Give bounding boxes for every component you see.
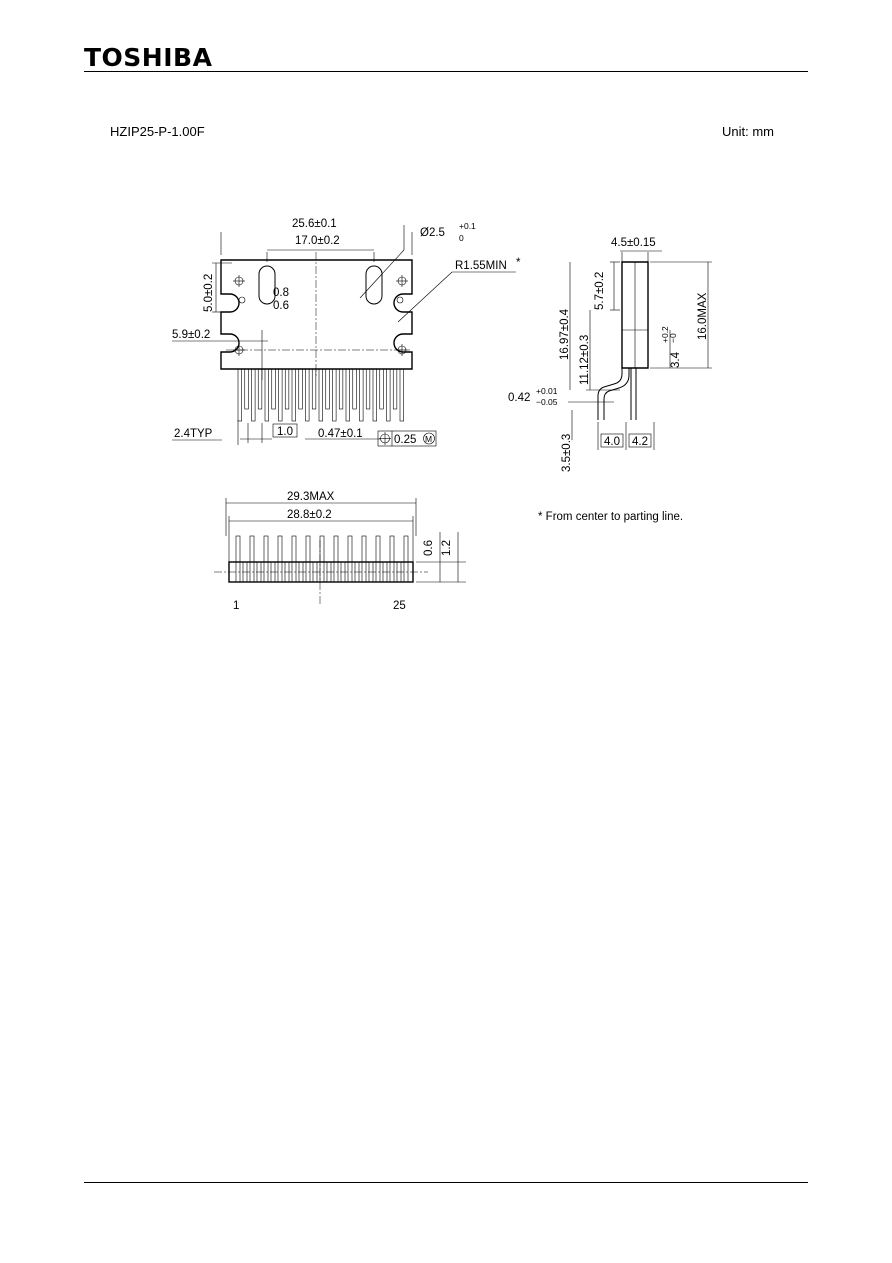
front-lead — [319, 369, 323, 421]
dim-bottom-1-2: 1.2 — [441, 540, 453, 556]
front-lead — [387, 369, 391, 421]
dim-3-4: 3.4 — [670, 352, 682, 368]
bottom-lead-long — [292, 536, 296, 582]
front-lead — [285, 369, 289, 409]
bottom-lead-long — [404, 536, 408, 582]
dim-lead-width: 0.47±0.1 — [318, 428, 363, 440]
bottom-lead-long — [390, 536, 394, 582]
dim-16-97: 16.97±0.4 — [559, 308, 571, 360]
bottom-lead-long — [306, 536, 310, 582]
dim-hole-diameter: Ø2.5 — [420, 227, 445, 239]
front-lead — [272, 369, 276, 409]
footnote: * From center to parting line. — [538, 511, 684, 523]
dim-11-12: 11.12±0.3 — [579, 334, 591, 385]
dim-box-4-2: 4.2 — [632, 436, 648, 448]
dim-0-8: 0.8 — [273, 287, 289, 299]
bottom-lead-long — [250, 536, 254, 582]
front-lead — [373, 369, 377, 421]
dim-lead-thk-plus: +0.01 — [536, 386, 558, 396]
bottom-lead-long — [264, 536, 268, 582]
front-lead — [380, 369, 384, 409]
dim-3-5: 3.5±0.3 — [561, 433, 573, 472]
dim-thickness: 4.5±0.15 — [611, 237, 656, 249]
dim-lead-thk-minus: −0.05 — [536, 397, 558, 407]
front-lead — [339, 369, 343, 409]
pin-label-first: 1 — [233, 600, 240, 612]
front-lead — [333, 369, 337, 421]
bottom-view — [214, 491, 466, 612]
front-lead — [292, 369, 296, 421]
front-lead — [312, 369, 316, 409]
front-lead — [366, 369, 370, 409]
front-lead — [353, 369, 357, 409]
front-lead — [238, 369, 242, 421]
footer-rule — [84, 1182, 808, 1183]
bottom-lead-long — [236, 536, 240, 582]
dim-height-5: 5.0±0.2 — [203, 273, 215, 312]
dim-hole-tol-plus: +0.1 — [459, 221, 476, 231]
front-lead — [245, 369, 249, 409]
bottom-lead-long — [348, 536, 352, 582]
bottom-lead-long — [320, 536, 324, 582]
dim-5-7: 5.7±0.2 — [594, 271, 606, 310]
dim-box-4-0: 4.0 — [604, 436, 620, 448]
front-view — [172, 218, 521, 446]
front-lead — [265, 369, 269, 421]
bottom-lead-long — [362, 536, 366, 582]
dim-hole-pitch: 17.0±0.2 — [295, 235, 340, 247]
dim-hole-tol-minus: 0 — [459, 233, 464, 243]
front-lead — [360, 369, 364, 421]
radius-note-mark: * — [516, 257, 521, 269]
front-lead — [346, 369, 350, 421]
dim-2-4-typ: 2.4TYP — [174, 428, 213, 440]
dim-bottom-0-6: 0.6 — [423, 540, 435, 556]
dim-5-9: 5.9±0.2 — [172, 329, 211, 341]
dim-overall-width: 25.6±0.1 — [292, 218, 337, 230]
position-tolerance: 0.25 — [394, 434, 417, 446]
bottom-leads — [236, 536, 408, 582]
front-lead — [252, 369, 256, 421]
dim-3-4-plus: +0.2 — [660, 326, 670, 343]
toshiba-logo: TOSHIBA — [84, 43, 213, 72]
front-lead — [258, 369, 262, 409]
side-view — [508, 237, 712, 472]
front-lead — [279, 369, 283, 421]
front-lead — [400, 369, 404, 421]
dim-lead-thickness: 0.42 — [508, 392, 531, 404]
dim-pitch-box: 1.0 — [277, 426, 293, 438]
dim-3-4-minus: −0 — [668, 333, 678, 343]
front-lead — [393, 369, 397, 409]
maximum-material-symbol: M — [425, 434, 433, 444]
dim-bottom-max-width: 29.3MAX — [287, 491, 335, 503]
pin-label-last: 25 — [393, 600, 406, 612]
package-name: HZIP25-P-1.00F — [110, 124, 205, 139]
dim-bottom-width: 28.8±0.2 — [287, 509, 332, 521]
bottom-lead-long — [278, 536, 282, 582]
dim-radius: R1.55MIN — [455, 260, 507, 272]
bottom-lead-long — [334, 536, 338, 582]
front-lead — [326, 369, 330, 409]
dim-16-max: 16.0MAX — [697, 292, 709, 340]
front-lead — [306, 369, 310, 421]
front-leads — [238, 369, 404, 421]
dim-0-6: 0.6 — [273, 300, 289, 312]
unit-label: Unit: mm — [722, 124, 774, 139]
front-lead — [299, 369, 303, 409]
bottom-lead-long — [376, 536, 380, 582]
